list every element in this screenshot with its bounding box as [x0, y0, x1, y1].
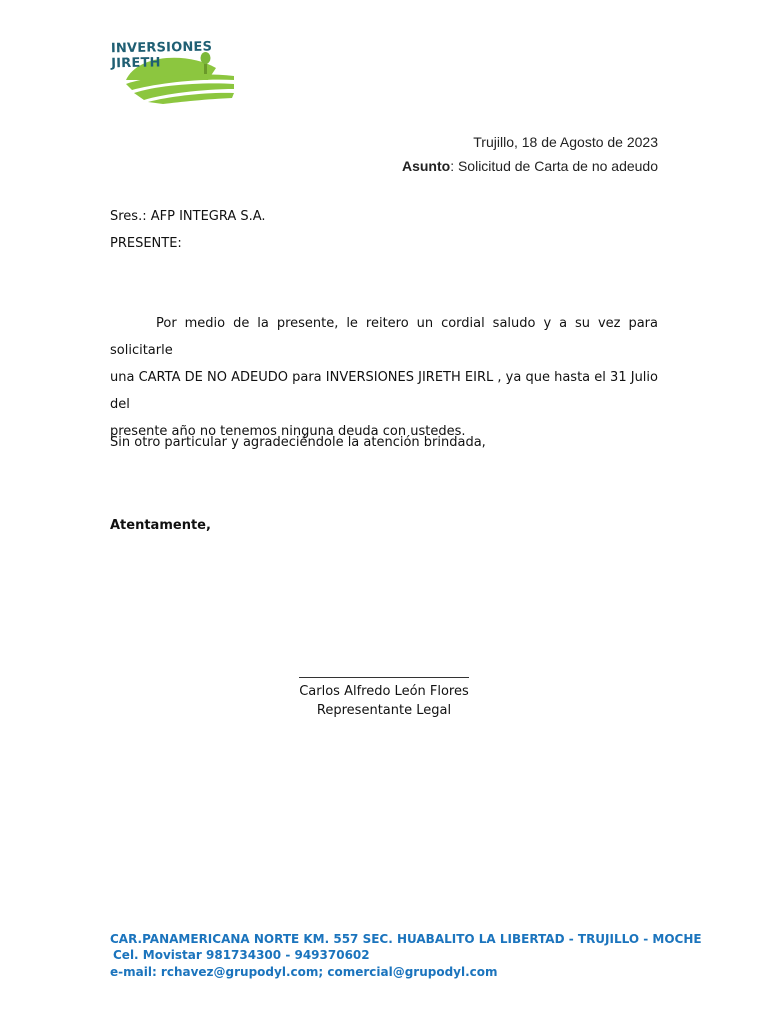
recipient-line: Sres.: AFP INTEGRA S.A. — [110, 209, 266, 224]
logo-text: INVERSIONES JIRETH — [110, 39, 213, 72]
company-logo — [108, 40, 258, 106]
footer-address: CAR.PANAMERICANA NORTE KM. 557 SEC. HUABALITO LA LIBERTAD - TRUJILLO - MOCHE — [110, 932, 702, 946]
signer-title: Representante Legal — [316, 703, 452, 718]
signature-line — [299, 677, 469, 678]
date-line: Trujillo, 18 de Agosto de 2023 — [473, 134, 658, 150]
paragraph-line: una CARTA DE NO ADEUDO para INVERSIONES JIRETH EIRL , ya que hasta el 31 Julio del — [110, 370, 658, 412]
presente-line: PRESENTE: — [110, 236, 182, 251]
signer-name: Carlos Alfredo León Flores — [299, 684, 469, 699]
closing-paragraph: Sin otro particular y agradeciéndole la atención brindada, — [110, 435, 486, 450]
footer-phone: Cel. Movistar 981734300 - 949370602 — [113, 948, 370, 962]
paragraph-line: presente año no tenemos ninguna deuda con ustedes. — [110, 424, 466, 439]
subject-label: Asunto — [401, 158, 451, 174]
footer-email: e-mail: rchavez@grupodyl.com; comercial@grupodyl.com — [110, 965, 498, 979]
paragraph-line: Por medio de la presente, le reitero un cordial saludo y a su vez para solicitarle — [110, 316, 658, 358]
subject-text: : Solicitud de Carta de no adeudo — [450, 158, 658, 174]
body-paragraph — [110, 310, 658, 445]
closing-salutation: Atentamente, — [110, 518, 211, 533]
subject-line — [402, 158, 658, 174]
